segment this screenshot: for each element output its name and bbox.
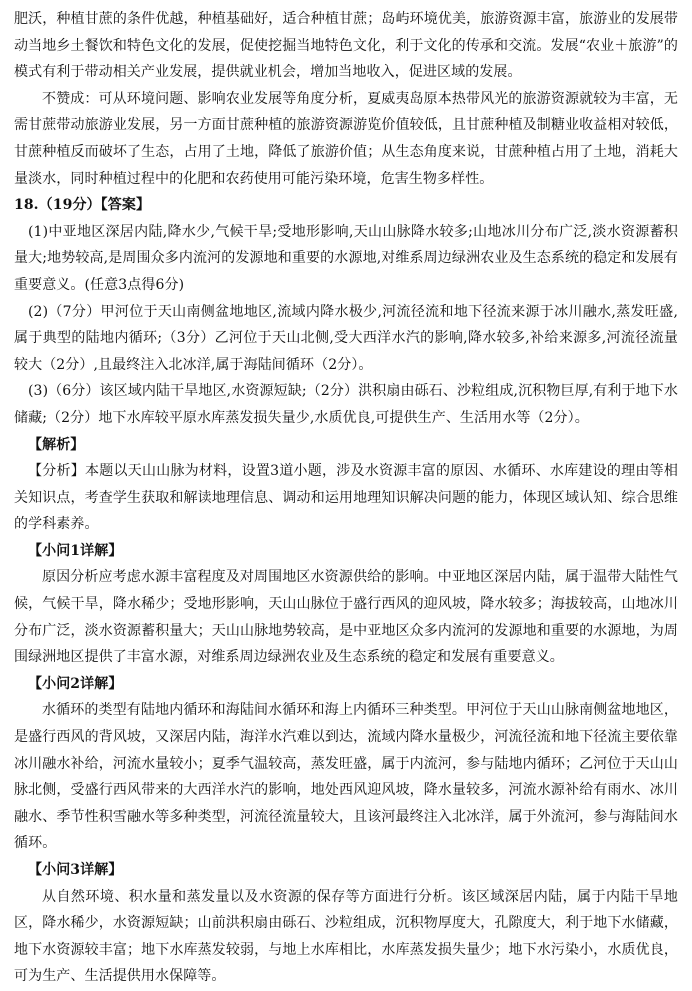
subquestion-3-heading: 【小问3详解】 [28,862,123,878]
analysis-summary: 【分析】本题以天山山脉为材料，设置3道小题，涉及水资源丰富的原因、水循环、水库建设的理由等相关知识点，考查学生获取和解读地理信息、调动和运用地理知识解决问题的能力，体现区域认知、综合思维的学科素养。 [14,463,678,533]
subquestion-1-heading: 【小问1详解】 [28,542,123,559]
answer-part-1: (1)中亚地区深居内陆,降水少,气候干旱;受地形影响,天山山脉降水较多;山地冰川分布广泛,淡水资源蓄积量大;地势较高,是周围众多内流河的发源地和重要的水源地,对维系周边绿洲农业及生态系统的稳定和发展有重要意义。(任意3点得6分) [14,223,678,293]
answer-part-2: (2)（7分）甲河位于天山南侧盆地地区,流域内降水极少,河流径流和地下径流来源于冰川融水,蒸发旺盛,属于典型的陆地内循环;（3分）乙河位于天山北侧,受大西洋水汽的影响,降水较多,补给来源多,河流径流量较大（2分）,且最终注入北冰洋,属于海陆间循环（2分）。 [14,303,678,373]
paragraph-continuation: 肥沃，种植甘蔗的条件优越，种植基础好，适合种植甘蔗；岛屿环境优美，旅游资源丰富，旅游业的发展带动当地乡土餐饮和特色文化的发展，促使挖掘当地特色文化，利于文化的传承和交流。发展“农业＋旅游”的模式有利于带动相关产业发展，提供就业机会，增加当地收入，促进区域的发展。 [14,11,678,81]
subquestion-2-heading: 【小问2详解】 [28,675,123,692]
paragraph-disagree: 不赞成：可从环境问题、影响农业发展等角度分析，夏威夷岛原本热带风光的旅游资源就较为丰富，无需甘蔗带动旅游业发展，另一方面甘蔗种植的旅游资源游览价值较低，且甘蔗种植及制糖业收益相对较低，甘蔗种植反而破坏了生态，占用了土地，降低了旅游价值；从生态角度来说，甘蔗种植占用了土地，消耗大量淡水，同时种植过程中的化肥和农药使用可能污染环境，危害生物多样性。 [14,90,678,187]
subquestion-3-detail: 从自然环境、积水量和蒸发量以及水资源的保存等方面进行分析。该区域深居内陆，属于内陆干旱地区，降水稀少，水资源短缺；山前洪积扇由砾石、沙粒组成，沉积物厚度大，孔隙度大，利于地下水储藏，地下水资源较丰富；地下水库蒸发较弱，与地上水库相比，水库蒸发损失量少；地下水污染小，水质优良，可为生产、生活提供用水保障等。 [14,888,678,985]
analysis-heading: 【解析】 [28,436,85,453]
answer-part-3: (3)（6分）该区域内陆干旱地区,水资源短缺;（2分）洪积扇由砾石、沙粒组成,沉积物巨厚,有利于地下水储藏;（2分）地下水库较平原水库蒸发损失量少,水质优良,可提供生产、生活用水等（2分）。 [14,383,678,426]
subquestion-2-detail: 水循环的类型有陆地内循环和海陆间水循环和海上内循环三种类型。甲河位于天山山脉南侧盆地地区，是盛行西风的背风坡，又深居内陆，海洋水汽难以到达，流域内降水量极少，河流径流和地下径流主要依靠冰川融水补给，河流水量较小；夏季气温较高，蒸发旺盛，属于内流河，参与陆地内循环；乙河位于天山山脉北侧，受盛行西风带来的大西洋水汽的影响，地处西风迎风坡，降水量较多，河流水源补给有雨水、冰川融水、季节性积雪融水等多种类型，河流径流量较大，且该河最终注入北冰洋，属于外流河，参与海陆间水循环。 [14,702,678,852]
subquestion-1-detail: 原因分析应考虑水源丰富程度及对周围地区水资源供给的影响。中亚地区深居内陆，属于温带大陆性气候，气候干旱，降水稀少；受地形影响，天山山脉位于盛行西风的迎风坡，降水较多；海拔较高，山地冰川分布广泛，淡水资源蓄积量大；天山山脉地势较高，是中亚地区众多内流河的发源地和重要的水源地，为周围绿洲地区提供了丰富水源，对维系周边绿洲农业及生态系统的稳定和发展有重要意义。 [14,569,678,666]
question-18-answer-heading: 18.（19分）【答案】 [14,197,151,214]
